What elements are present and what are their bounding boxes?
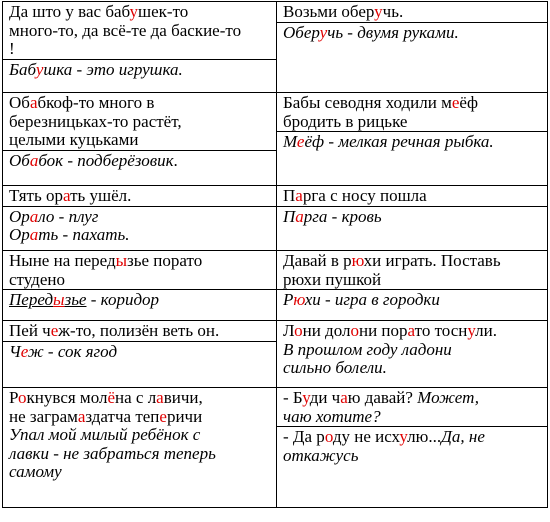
text-line (283, 271, 543, 290)
text-segment: чь. (382, 2, 404, 21)
text-segment: чь - двумя руками. (327, 22, 459, 42)
dialect-phrase (283, 187, 543, 206)
dialect-phrase (283, 94, 543, 131)
text-segment: ть - пахать. (38, 225, 130, 244)
text-line (283, 341, 543, 360)
stressed-vowel: ё (107, 388, 115, 407)
text-segment: Да, не (441, 427, 485, 446)
dialect-phrase (9, 252, 272, 289)
text-line (9, 61, 272, 80)
phrase-translation (277, 22, 547, 43)
text-segment: ж - сок ягод (27, 341, 118, 361)
table-cell (277, 93, 548, 186)
dialect-phrase (9, 187, 272, 206)
table-cell (277, 251, 548, 321)
stressed-vowel: а (295, 206, 304, 226)
table-row (3, 93, 548, 186)
stressed-vowel: у (374, 2, 383, 21)
stressed-vowel: е (20, 341, 28, 361)
stressed-vowel: у (399, 427, 408, 446)
stressed-vowel: е (159, 406, 167, 426)
text-segment: ни дол (302, 321, 351, 340)
text-segment: ю давай? (347, 388, 418, 407)
stressed-vowel: а (29, 93, 38, 112)
text-segment: ! (9, 39, 15, 58)
text-segment: лавки - не забраться теперь (9, 443, 216, 463)
phrase-translation (277, 131, 547, 152)
text-line (283, 408, 543, 427)
text-segment: здатча теп (85, 406, 160, 426)
text-segment: кнувся мол (26, 388, 108, 407)
stressed-vowel: у (467, 321, 476, 340)
text-line (283, 24, 543, 43)
text-segment: П (283, 186, 296, 205)
text-line (9, 426, 272, 445)
phrase-translation (277, 206, 547, 227)
text-segment: то тосн (414, 321, 468, 340)
text-segment: много-то, да всё-те да баские-то (9, 20, 242, 40)
stressed-vowel: а (340, 388, 348, 407)
text-line (9, 40, 272, 59)
text-segment: рюхи пушкой (283, 269, 382, 289)
text-line (283, 187, 543, 206)
text-segment: М (283, 132, 297, 151)
stressed-vowel: а (77, 406, 86, 426)
phrase-translation (3, 59, 276, 80)
text-segment: Об (9, 150, 30, 170)
text-line (283, 359, 543, 378)
text-segment: сильно болели. (283, 358, 387, 377)
table-cell (277, 321, 548, 388)
table-cell (3, 388, 277, 508)
text-segment: ду не исх (332, 427, 400, 446)
text-segment: вичи, (163, 388, 203, 407)
stressed-vowel: у (35, 59, 44, 79)
table-row (3, 321, 548, 388)
stressed-vowel: е (50, 321, 59, 340)
text-segment: Ор (9, 225, 30, 244)
phrase-translation (3, 150, 276, 171)
text-line (9, 187, 272, 206)
text-line (283, 133, 543, 152)
text-segment: ёф - мелкая речная рыбка. (304, 132, 494, 151)
text-segment: Перед (9, 290, 54, 309)
stressed-vowel: о (18, 388, 27, 407)
text-segment: Ор (9, 206, 30, 226)
table-cell (3, 2, 277, 93)
text-line (9, 131, 272, 150)
stressed-vowel: а (156, 388, 164, 407)
text-segment: откажусь (283, 445, 359, 465)
phrase-translation (3, 289, 276, 310)
stressed-vowel: ы (115, 251, 128, 270)
text-segment: ло - плуг (38, 206, 99, 226)
text-line (283, 113, 543, 132)
text-line (9, 463, 272, 482)
text-segment: хи - игра в городки (304, 290, 440, 309)
stressed-vowel: а (29, 225, 39, 244)
text-line (9, 271, 272, 290)
text-segment: Р (283, 290, 294, 309)
table-cell (3, 93, 277, 186)
text-line (9, 113, 272, 132)
text-segment: чаю хотите? (283, 406, 381, 426)
text-segment: П (283, 206, 296, 226)
text-segment: Баб (9, 59, 36, 79)
text-line (9, 94, 272, 113)
text-line (283, 3, 543, 22)
stressed-vowel: о (350, 321, 359, 340)
text-segment: Да што у вас баб (9, 2, 130, 21)
text-line (283, 389, 543, 408)
table-row (3, 186, 548, 251)
dialect-phrase (9, 94, 272, 150)
phrase-translation (277, 426, 547, 465)
text-segment: целыми куцьками (9, 130, 139, 149)
text-line (283, 447, 543, 466)
text-segment: Р (9, 388, 19, 407)
text-segment: ж-то, полизён веть он. (58, 321, 220, 340)
text-segment: березницьках-то растёт, (9, 111, 182, 131)
stressed-vowel: ы (53, 290, 65, 309)
text-segment: Бабы севодня ходили м (283, 93, 452, 112)
text-line (9, 226, 272, 245)
table-row (3, 2, 548, 93)
dialect-phrase (283, 322, 543, 378)
table-cell (3, 251, 277, 321)
text-segment: ни пор (358, 321, 408, 340)
text-segment: Возьми обер (283, 2, 375, 21)
text-line (283, 428, 543, 447)
text-line (9, 408, 272, 427)
text-segment: зье (64, 290, 87, 309)
text-segment: Об (9, 93, 30, 112)
text-line (283, 208, 543, 227)
text-segment: бродить в рицьке (283, 111, 408, 131)
text-segment: самому (9, 462, 62, 481)
text-segment: лю... (407, 427, 442, 446)
phrase-translation (3, 341, 276, 362)
text-segment: зье порато (127, 251, 203, 270)
text-line (9, 389, 272, 408)
dialect-phrase (9, 3, 272, 59)
text-line (9, 343, 272, 362)
stressed-vowel: е (296, 132, 305, 151)
text-segment: ди ч (309, 388, 341, 407)
text-segment: Может, (417, 388, 480, 407)
text-segment: не заграм (9, 406, 78, 426)
stressed-vowel: о (294, 321, 303, 340)
text-line (9, 208, 272, 227)
text-segment: . (173, 150, 178, 170)
text-segment: бок - подберёзовик (38, 150, 174, 170)
text-segment: Тять ор (9, 186, 63, 205)
text-segment: на с л (115, 388, 157, 407)
table-cell (3, 186, 277, 251)
text-segment: Упал мой милый ребёнок с (9, 425, 201, 444)
table-cell (3, 321, 277, 388)
text-segment: ёф (459, 93, 478, 112)
stressed-vowel: у (319, 22, 328, 42)
stressed-vowel: а (29, 150, 39, 170)
text-segment: В прошлом году ладони (283, 339, 452, 359)
text-line (9, 322, 272, 341)
dialect-phrase (283, 389, 543, 426)
text-segment: - коридор (86, 290, 160, 309)
stressed-vowel: у (302, 388, 310, 407)
text-line (9, 3, 272, 22)
dialect-phrase (283, 252, 543, 289)
text-segment: - Б (283, 388, 303, 407)
text-line (9, 445, 272, 464)
dialect-phrase (9, 389, 272, 482)
stressed-vowel: у (129, 2, 139, 21)
text-line (9, 291, 272, 310)
text-segment: ричи (166, 406, 203, 426)
phrase-translation (277, 289, 547, 310)
table-row (3, 251, 548, 321)
text-line (283, 252, 543, 271)
stressed-vowel: о (324, 427, 333, 446)
text-segment: - Да р (283, 427, 325, 446)
text-segment: Обер (283, 22, 320, 42)
text-segment: Пей ч (9, 321, 51, 340)
stressed-vowel: а (29, 206, 39, 226)
text-segment: Ч (9, 341, 21, 361)
stressed-vowel: ю (351, 251, 364, 270)
text-segment: шка - это игрушка. (43, 59, 183, 79)
text-line (283, 322, 543, 341)
text-line (9, 22, 272, 41)
text-segment: Л (283, 321, 295, 340)
table-cell (277, 2, 548, 93)
text-segment: Ныне на перед (9, 251, 116, 270)
stressed-vowel: а (407, 321, 415, 340)
text-segment: Давай в р (283, 251, 352, 270)
table-cell (277, 186, 548, 251)
text-segment: шек-то (138, 2, 189, 21)
text-line (283, 291, 543, 310)
text-segment: студено (9, 269, 65, 289)
text-segment: рга - кровь (303, 206, 382, 226)
stressed-vowel: е (451, 93, 460, 112)
text-line (283, 94, 543, 113)
phrase-translation (3, 206, 276, 245)
table-row (3, 388, 548, 508)
text-segment: хи играть. Поставь (363, 251, 501, 270)
text-segment: бкоф-то много в (37, 93, 155, 112)
stressed-vowel: а (63, 186, 71, 205)
table-cell (277, 388, 548, 508)
stressed-vowel: а (295, 186, 303, 205)
text-segment: ть ушёл. (70, 186, 132, 205)
text-segment: ли. (475, 321, 497, 340)
text-line (9, 252, 272, 271)
dialect-table (2, 1, 548, 508)
text-line (9, 152, 272, 171)
dialect-phrase (9, 322, 272, 341)
dialect-phrase (283, 3, 543, 22)
stressed-vowel: ю (293, 290, 305, 309)
text-segment: рга с носу пошла (302, 186, 427, 205)
